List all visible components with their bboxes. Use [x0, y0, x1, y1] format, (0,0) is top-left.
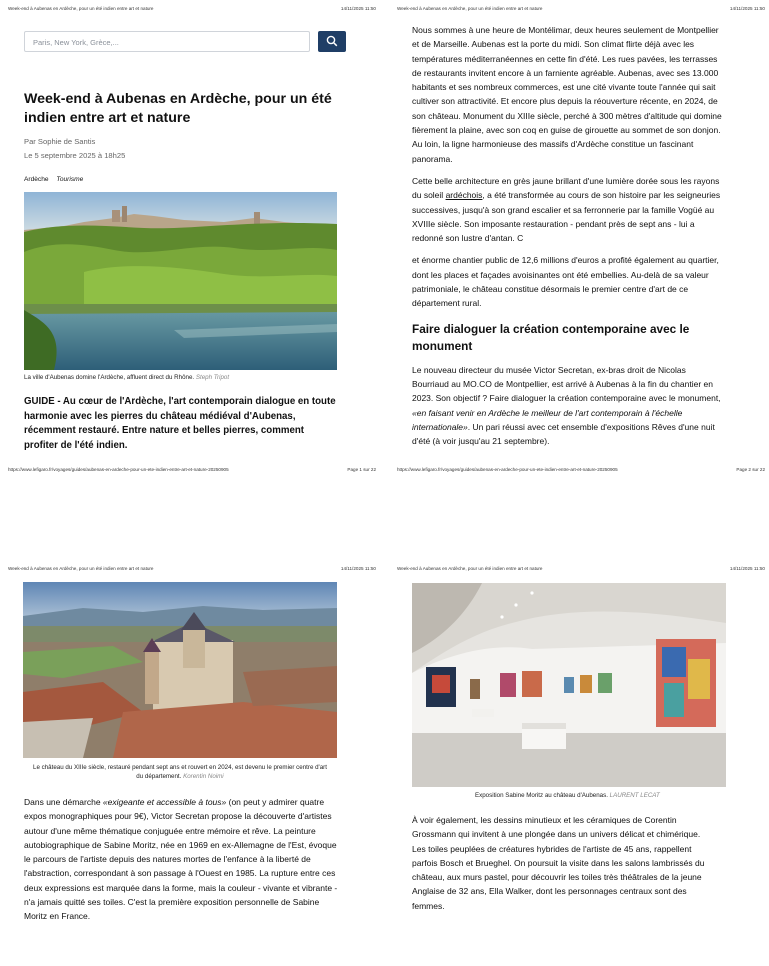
- search-button[interactable]: [318, 31, 346, 52]
- page3-body: [24, 795, 338, 924]
- paragraph-5: Dans une démarche «exigeante et accessible à tous» (on peut y admirer quatre expos monographiques pour 9€), Victor Secretan propose la découverte d'artistes autour d'une même thématique conjuguée entre mémoire et rêve. La peinture autobiographique de Sabine Moritz, née en 1969 en ex-Allemagne de l'Est, évoque le parcours de l'artiste depuis des natures mortes de l'enfance à la liberté de l'abstraction, correspondant à son passage à l'Ouest en 1985. La rupture entre ces deux expressions est marquée dans la forme, mais la couleur - vivante et vibrante - n'a jamais quitté ses toiles. C'est la première exposition personnelle de Sabine Moritz en France.: [24, 797, 338, 922]
- image2-credit: Korentin Noimi: [183, 772, 224, 780]
- image3-caption: Exposition Sabine Moritz au château d'Aubenas. LAURENT LECAT: [475, 792, 660, 799]
- print-header-datetime: 14/11/2025 11:50: [729, 6, 765, 11]
- paragraph-2: Cette belle architecture en grès jaune brillant d'une lumière dorée sous les rayons du soleil ardéchois, a été transformée au cours de son histoire par les seigneuries successives, jusqu'à son grand escalier et sa ferronnerie par la famille Vogüé au XVIIIe siècle. Son imposante restauration - pendant près de sept ans - lui a redonné son lustre d'antan. C: [412, 175, 721, 244]
- p5-quote: «exigeante et accessible à tous»: [102, 797, 227, 807]
- print-header-datetime: 14/11/2025 11:50: [729, 566, 765, 571]
- paragraph-6: À voir également, les dessins minutieux et les céramiques de Corentin Grossmann qui invitent à une plongée dans un univers délicat et chimérique. Les toiles peuplées de créatures hybrides de l'artiste de 45 ans, rappellent parfois Bosch et Brueghel. On poursuit la visite dans les salons lambrissés du château, aux murs pastel, pour découvrir les toiles très théâtrales de la jeune Anglaise de 32 ans, Ella Walker, dont les personnages centraux sont des femmes.: [412, 815, 705, 911]
- ardechois-link[interactable]: ardéchois: [445, 190, 483, 201]
- pdf-page-1: [0, 0, 384, 483]
- tag-ardeche[interactable]: Ardèche: [24, 176, 49, 183]
- print-header-datetime: 14/11/2025 11:50: [340, 566, 376, 571]
- print-header-title: Week-end à Aubenas en Ardèche, pour un été indien entre art et nature: [8, 6, 154, 11]
- paragraph-3: et énorme chantier public de 12,6 millions d'euros a profité également au quartier, dont les places et façades avoisinantes ont été embellies. Au-delà de sa valeur patrimoniale, le château constitue désormais le premier centre d'art de ce département rural.: [412, 255, 719, 309]
- exhibition-gallery-image: [412, 583, 726, 787]
- tag-tourisme[interactable]: Tourisme: [56, 176, 84, 183]
- p4-quote: «en faisant venir en Ardèche le meilleur de l'art contemporain à l'échelle internationale»: [412, 407, 683, 432]
- print-footer-page: Page 1 sur 22: [347, 467, 376, 472]
- image2-caption: Le château du XIIIe siècle, restauré pendant sept ans et rouvert en 2024, est devenu le premier centre d'art du département. Korentin Noimi: [33, 764, 327, 780]
- print-header-title: Week-end à Aubenas en Ardèche, pour un été indien entre art et nature: [397, 566, 543, 571]
- print-footer-url: https://www.lefigaro.fr/voyages/guides/aubenas-en-ardeche-pour-un-ete-indien-entre-art-et-nature-20250905: [397, 467, 618, 472]
- print-header-datetime: 14/11/2025 11:50: [340, 6, 376, 11]
- paragraph-4: Le nouveau directeur du musée Victor Secretan, ex-bras droit de Nicolas Bourriaud au MO.CO de Montpellier, est arrivé à Aubenas à la fin du chantier en 2023. Son objectif ? Faire dialoguer la création contemporaine avec le monument, «en faisant venir en Ardèche le meilleur de l'art contemporain à l'échelle internationale». Un pari réussi avec cet ensemble d'expositions Rêves d'une nuit d'été (à voir jusqu'au 21 septembre).: [412, 364, 721, 447]
- print-footer-page: Page 2 sur 22: [736, 467, 765, 472]
- aubenas-landscape-image: [24, 192, 337, 370]
- section-title: Faire dialoguer la création contemporaine avec le monument: [412, 321, 690, 353]
- page4-body: [412, 813, 713, 913]
- search-input[interactable]: Paris, New York, Grèce,...: [24, 31, 310, 52]
- print-footer-url: https://www.lefigaro.fr/voyages/guides/aubenas-en-ardeche-pour-un-ete-indien-entre-art-et-nature-20250905: [8, 467, 229, 472]
- image1-caption: La ville d'Aubenas domine l'Ardèche, affluent direct du Rhône. Steph Tripot: [24, 374, 230, 381]
- paragraph-1: Nous sommes à une heure de Montélimar, deux heures seulement de Montpellier et de Marseille. Aubenas est la porte du midi. Son climat flirte déjà avec les températures méditerranéennes en cette fin d'été. Les rues pavées, les terrasses de restaurants invitent encore à un farniente agréable. Aubenas, avec ses 13.000 habitants et ses nombreux commerces, est une cité vivante toute l'année qui sait cultiver son attractivité. Et encore plus depuis la réouverture récente, en 2024, de son château. Monument du XIIIe siècle, perché à 300 mètres d'altitude qui domine fièrement la plaine, avec son coq en guise de girouette au sommet de son donjon. Au loin, la ligne harmonieuse des massifs d'Ardèche constitue un fascinant panorama.: [412, 25, 722, 164]
- article-tags: [24, 176, 89, 183]
- article-lead: GUIDE - Au cœur de l'Ardèche, l'art contemporain dialogue en toute harmonie avec les pierres du château médiéval d'Aubenas, récemment restauré. Entre nature et belles pierres, comment profiter de l'été indien.: [24, 396, 336, 451]
- article-author[interactable]: Par Sophie de Santis: [24, 137, 96, 146]
- image1-credit: Steph Tripot: [195, 374, 230, 381]
- page2-body: [412, 23, 723, 448]
- chateau-aerial-image: [23, 582, 337, 758]
- print-header-title: Week-end à Aubenas en Ardèche, pour un été indien entre art et nature: [397, 6, 543, 11]
- print-header-title: Week-end à Aubenas en Ardèche, pour un été indien entre art et nature: [8, 566, 154, 571]
- pdf-page-4: [389, 483, 769, 966]
- search-icon: [326, 35, 338, 47]
- article-date: Le 5 septembre 2025 à 18h25: [24, 151, 126, 160]
- article-title: Week-end à Aubenas en Ardèche, pour un été indien entre art et nature: [24, 91, 332, 126]
- pdf-page-2: [389, 0, 769, 483]
- pdf-page-3: [0, 483, 384, 966]
- image3-credit: LAURENT LECAT: [609, 792, 660, 799]
